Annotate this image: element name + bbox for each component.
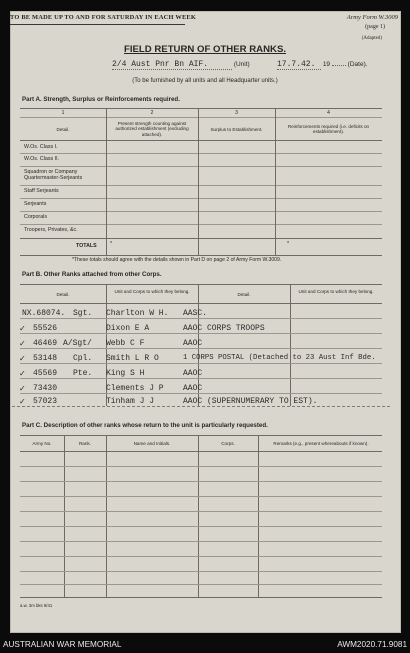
row-cqms: Squadron or Company Quartermaster-Serjeants (24, 169, 83, 182)
entry-name: Dixon E A (106, 324, 150, 333)
tick-mark: ✓ (19, 354, 26, 363)
entry-corps: AAOC CORPS TROOPS (183, 324, 265, 333)
col-header-detail: Detail. (56, 127, 70, 132)
date-label: (Date). (347, 61, 368, 68)
submission-note: TO BE MADE UP TO AND FOR SATURDAY IN EACH WEEK (10, 14, 197, 21)
tick-mark: ✓ (19, 384, 26, 393)
col-number-4: 4 (327, 110, 330, 116)
part-c-col-corps: Corps. (221, 441, 235, 446)
entry-corps: AAOC (183, 384, 203, 393)
header-rule (10, 24, 185, 25)
part-c-title: Part C. Description of other ranks whose return to the unit is particularly requested. (22, 422, 268, 429)
tick-mark: ✓ (19, 324, 26, 333)
entry-name: Clements J P (106, 384, 164, 393)
part-b-col-unit-2: Unit and Corps to which they belong. (298, 289, 374, 294)
col-number-3: 3 (235, 110, 238, 116)
tick-mark: ✓ (19, 397, 26, 406)
entry-name: Webb C F (106, 339, 145, 348)
totals-mark-present: * (110, 241, 113, 247)
entry-number: 46469 (33, 339, 58, 348)
part-a-top-rule (20, 108, 382, 109)
row-staff-serjeants: Staff Serjeants (24, 188, 59, 194)
entry-corps: 1 CORPS POSTAL (Detached to 23 Aust Inf Bde. (183, 354, 376, 362)
part-a-number-rule (20, 117, 382, 118)
entry-corps: AAOC (SUPERNUMERARY TO EST). (183, 397, 318, 406)
adapted-note: (Adapted) (361, 36, 382, 41)
row-wo-class-1: W.Os. Class I. (24, 144, 58, 150)
part-c-bottom-rule (20, 597, 382, 598)
archive-name: AUSTRALIAN WAR MEMORIAL (3, 640, 122, 649)
part-c-col-name: Name and Initials. (133, 441, 171, 446)
part-b-title: Part B. Other Ranks attached from other Corps. (22, 271, 162, 278)
row-troopers: Troopers, Privates, &c. (24, 227, 78, 233)
tick-mark: ✓ (19, 339, 26, 348)
row-serjeants: Serjeants (24, 201, 47, 207)
col-number-1: 1 (61, 110, 65, 116)
col-header-present-strength: Present strength counting against authorized establishment (excluding attached). (115, 121, 189, 137)
entry-rank: A/Sgt/ (63, 339, 92, 348)
entry-name: Tinham J J (106, 397, 155, 406)
part-b-col-detail-2: Detail. (237, 292, 251, 297)
unit-label: (Unit) (233, 61, 250, 68)
entry-number: 45569 (33, 369, 58, 378)
date-year: 19 (322, 61, 331, 68)
entry-corps: AAOC (183, 369, 203, 378)
form-number: Army Form W.3009 (346, 14, 398, 21)
entry-name: Charlton W H. (106, 309, 169, 318)
fold-line (12, 406, 390, 407)
date-field (277, 61, 368, 70)
entry-corps: AAOC (183, 339, 203, 348)
form-sheet (10, 11, 401, 633)
furnish-note: (To be furnished by all units and all Headquarter units.) (132, 78, 278, 84)
part-a-header-rule (20, 140, 382, 141)
entry-corps: AASC. (183, 309, 208, 318)
row-wo-class-2: W.Os. Class II. (24, 156, 60, 162)
date-blank (332, 65, 346, 66)
entry-name: King S H (106, 369, 145, 378)
part-c-col-rank: Rank. (78, 441, 91, 446)
totals-label: TOTALS (76, 243, 97, 249)
form-title: FIELD RETURN OF OTHER RANKS. (123, 44, 287, 55)
part-a-totals-rule (20, 238, 382, 239)
totals-footnote: *These totals should agree with the details shown in Part D on page 2 of Army Form W.3009. (72, 257, 282, 263)
col-number-2: 2 (150, 110, 154, 116)
entry-rank: Sgt. (73, 309, 93, 318)
col-header-reinforcements: Reinforcements required (i.e. deficits on establishment). (287, 124, 370, 135)
entry-name: Smith L R O (106, 354, 159, 363)
row-corporals: Corporals (24, 214, 47, 220)
unit-field (112, 61, 250, 70)
totals-mark-reinforcements: * (287, 241, 290, 247)
entry-number: 55526 (33, 324, 58, 333)
page-number: (page 1) (365, 24, 385, 30)
accession-number: AWM2020.71.9081 (337, 640, 407, 649)
part-a-title: Part A. Strength, Surplus or Reinforcements required. (22, 96, 180, 103)
part-a-bottom-rule (20, 255, 382, 256)
printer-mark: a.w. 3m bks 9/41 (20, 603, 53, 608)
entry-number: 57023 (33, 397, 58, 406)
tick-mark: ✓ (19, 369, 26, 378)
entry-number: NX.68074. (22, 309, 66, 318)
part-b-col-detail-1: Detail. (56, 292, 70, 297)
part-b-col-unit-1: Unit and Corps to which they belong. (114, 289, 190, 294)
entry-rank: Pte. (73, 369, 93, 378)
entry-rank: Cpl. (73, 354, 93, 363)
entry-number: 53148 (33, 354, 58, 363)
unit-value: 2/4 Aust Pnr Bn AIF. (112, 61, 232, 70)
date-value: 17.7.42. (277, 61, 321, 70)
col-header-surplus: Surplus to Establishment. (210, 127, 263, 132)
part-c-col-army-no: Army No. (32, 441, 52, 446)
entry-number: 73430 (33, 384, 58, 393)
part-c-col-remarks: Remarks (e.g., present whereabouts if known). (273, 441, 369, 446)
